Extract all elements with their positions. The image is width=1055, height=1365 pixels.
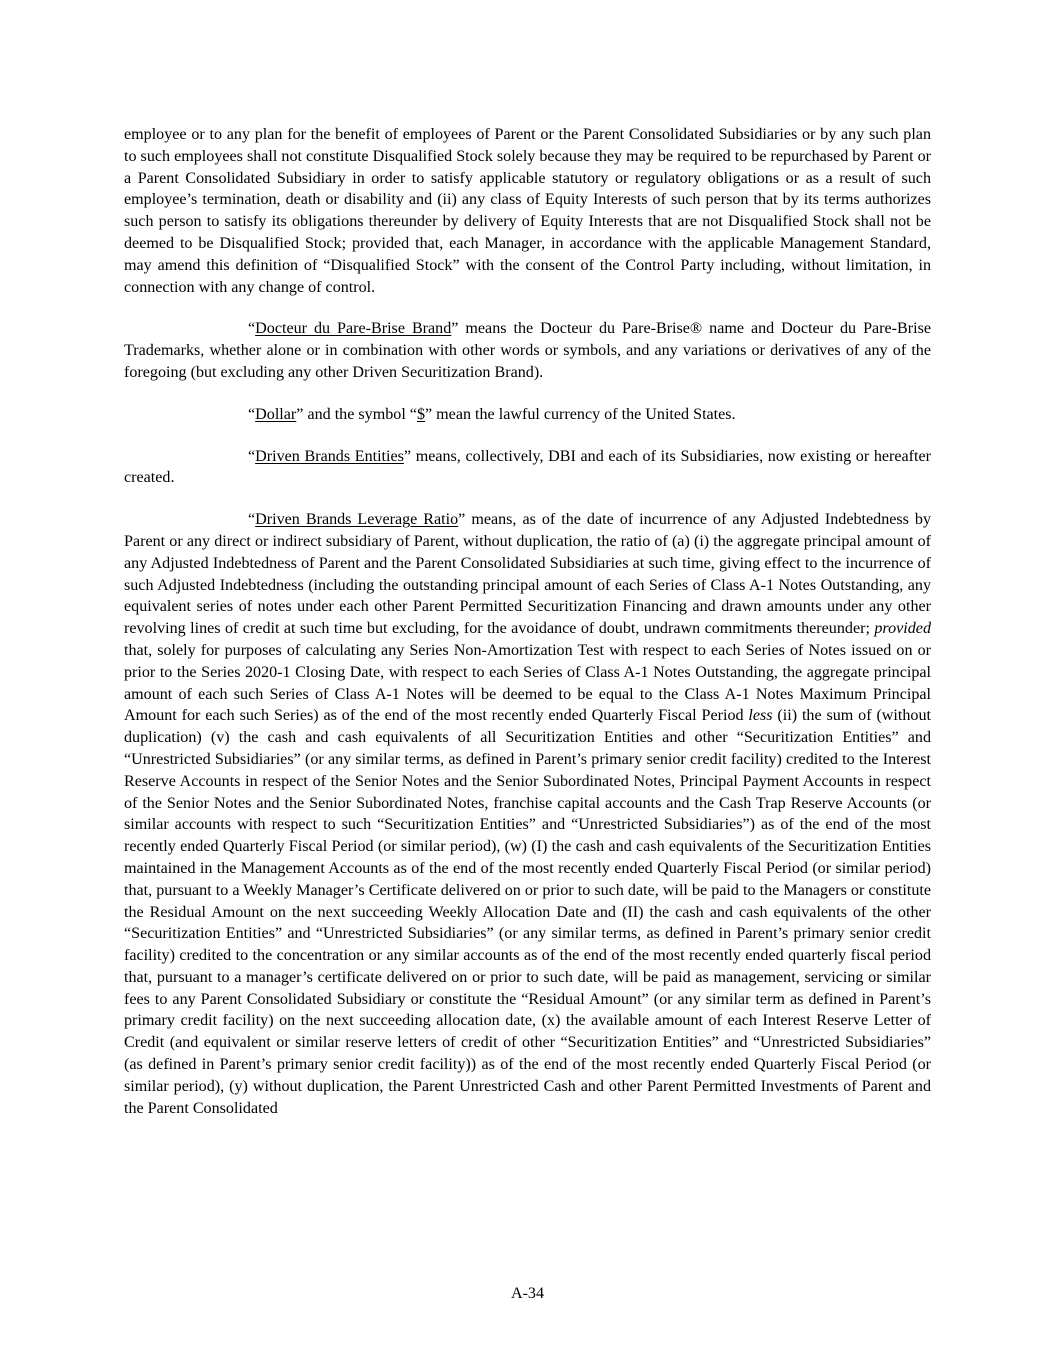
definition-text: ” means, as of the date of incurrence of any Adjusted Indebtedness by Parent or any direct or indirect subsidiary of Parent, without duplication, the ratio of (a) (i) the aggregate principal amount of any Adjusted Indebtedness of Parent and the Parent Consolidated Subsidiaries at such time, giving effect to the incurrence of such Adjusted Indebtedness (including the outstanding principal amount of each Series of Class A-1 Notes Outstanding, any equivalent series of notes under each other Parent Permitted Securitization Financing and drawn amounts under any other revolving lines of credit at such time but excluding, for the avoidance of doubt, undrawn commitments thereunder; [124,511,932,638]
definition-dollar [124,404,931,426]
open-quote: “ [248,405,256,423]
open-quote: “ [248,320,256,338]
defined-term: Dollar [255,405,297,423]
document-page [124,124,931,1119]
definition-text: ” means, collectively, DBI and each of its Subsidiaries, now existing or hereafter created. [124,447,931,487]
italic-term: provided [874,620,931,638]
definition-text: ” mean the lawful currency of the United States. [425,405,736,423]
definition-text: ” and the symbol “ [296,405,417,423]
definition-docteur-du-pare-brise-brand [124,318,931,383]
open-quote: “ [248,511,256,529]
open-quote: “ [248,447,256,465]
definition-text: ” means the Docteur du Pare-Brise® name and Docteur du Pare-Brise Trademarks, whether alone or in combination with other words or symbols, and any variations or derivatives of any of the foregoing (but excluding any other Driven Securitization Brand). [124,320,931,381]
definition-text: that, solely for purposes of calculating any Series Non-Amortization Test with respect to each Series of Notes issued on or prior to the Series 2020-1 Closing Date, with respect to each Series of Class A-1 Notes Outstanding, the aggregate principal amount of each such Series of Class A-1 Notes will be deemed to be equal to the Class A-1 Notes Maximum Principal Amount for each such Series) as of the end of the most recently ended Quarterly Fiscal Period [124,641,931,725]
italic-term: less [748,707,773,725]
continuation-paragraph: employee or to any plan for the benefit of employees of Parent or the Parent Consolidated Subsidiaries or by any such plan to such employees shall not constitute Disqualified Stock solely because they may be required to be repurchased by Parent or a Parent Consolidated Subsidiary in order to satisfy applicable statutory or regulatory obligations or as a result of such employee’s termination, death or disability and (ii) any class of Equity Interests of such person that by its terms authorizes such person to satisfy its obligations thereunder by delivery of Equity Interests that are not Disqualified Stock shall not be deemed to be Disqualified Stock; provided that, each Manager, in accordance with the applicable Management Standard, may amend this definition of “Disqualified Stock” with the consent of the Control Party including, without limitation, in connection with any change of control. [124,126,931,296]
definition-driven-brands-entities [124,446,931,490]
defined-term: Driven Brands Entities [255,447,404,465]
defined-term: Docteur du Pare-Brise Brand [255,320,452,338]
definition-driven-brands-leverage-ratio [124,509,931,1119]
page-number: A-34 [510,1285,545,1302]
defined-term: Driven Brands Leverage Ratio [255,511,459,529]
definition-text: (ii) the sum of (without duplication) (v) the cash and cash equivalents of all Securitization Entities and other “Securitization Entities” and “Unrestricted Subsidiaries” (or any similar terms, as defined in Parent’s primary senior credit facility) credited to the Interest Reserve Accounts in respect of the Senior Notes and the Senior Subordinated Notes, Principal Payment Accounts in respect of the Senior Notes and the Senior Subordinated Notes, franchise capital accounts and the Cash Trap Reserve Accounts (or similar accounts with respect to such “Securitization Entities” and “Unrestricted Subsidiaries”) as of the end of the most recently ended Quarterly Fiscal Period (or similar period), (w) (I) the cash and cash equivalents of the Securitization Entities maintained in the Management Accounts as of the end of the most recently ended Quarterly Fiscal Period (or similar period) that, pursuant to a Weekly Manager’s Certificate delivered on or prior to such date, will be paid to the Managers or constitute the Residual Amount on the next succeeding Weekly Allocation Date and (II) the cash and cash equivalents of the other “Securitization Entities” and “Unrestricted Subsidiaries” (or any similar terms, as defined in Parent’s primary senior credit facility) credited to the concentration or any similar accounts as of the end of the most recently ended quarterly fiscal period that, pursuant to a manager’s certificate delivered on or prior to such date, will be paid as management, servicing or similar fees to any Parent Consolidated Subsidiary or constitute the “Residual Amount” (or any similar term as defined in Parent’s primary credit facility) on the next succeeding allocation date, (x) the available amount of each Interest Reserve Letter of Credit (and equivalent or similar reserve letters of credit of other “Securitization Entities” and “Unrestricted Subsidiaries” (as defined in Parent’s primary senior credit facility)) as of the end of the most recently ended Quarterly Fiscal Period (or similar period), (y) without duplication, the Parent Unrestricted Cash and other Parent Permitted Investments of Parent and the Parent Consolidated [124,707,931,1117]
defined-symbol: $ [416,405,425,423]
